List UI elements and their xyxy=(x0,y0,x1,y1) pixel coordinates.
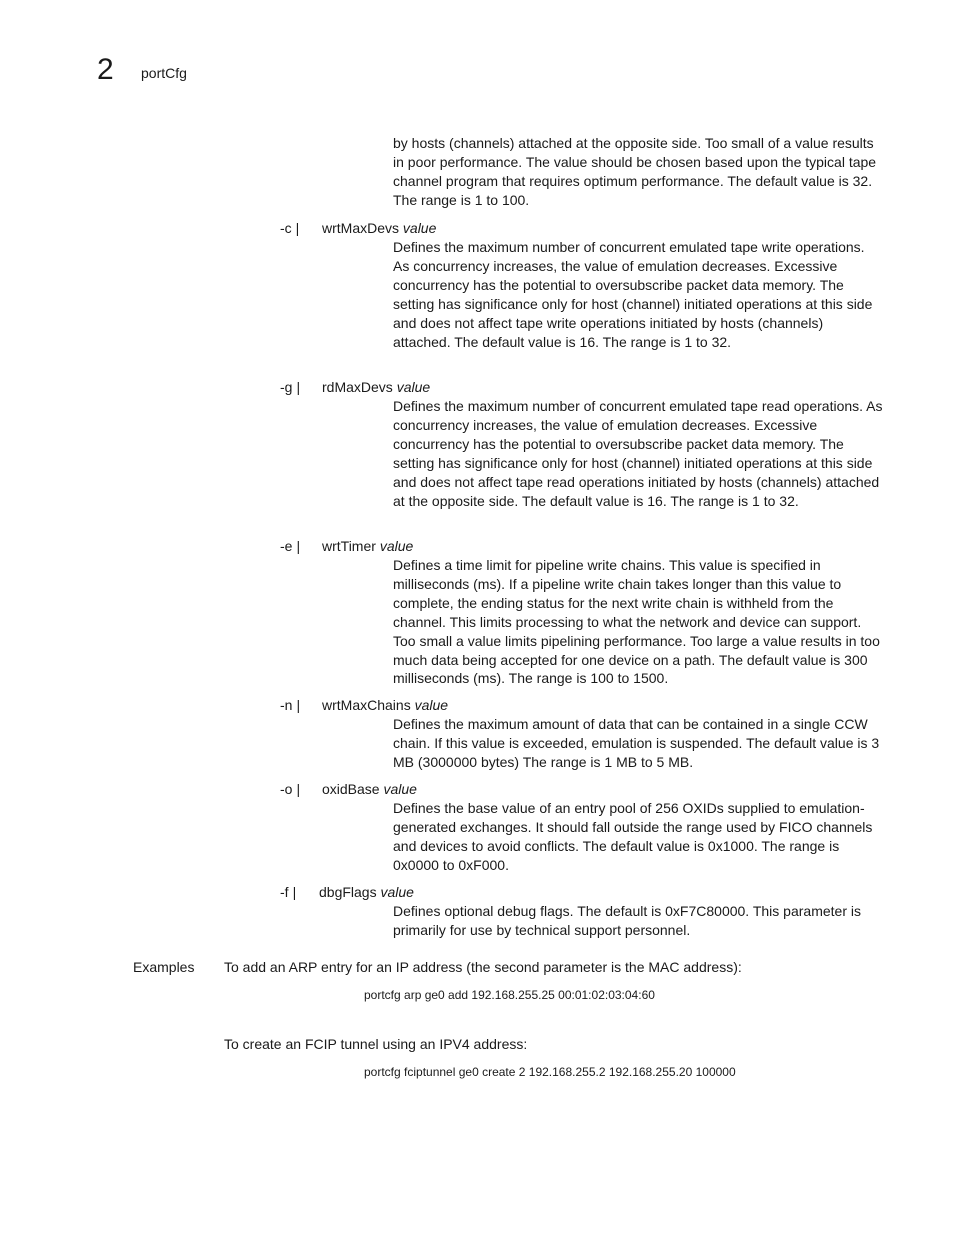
param-heading xyxy=(280,378,880,397)
param-description: Defines the maximum amount of data that can be contained in a single CCW chain. If this value is exceeded, emulation is suspended. The default value is 3 MB (3000000 bytes) The range is 1 MB to 5 MB. xyxy=(393,716,880,770)
param-flag: -g xyxy=(280,379,293,395)
param-name: wrtMaxDevs xyxy=(322,220,400,236)
param-description: Defines the base value of an entry pool of 256 OXIDs supplied to emulation-generated exchanges. It should fall outside the range used by FICO channels and devices to avoid conflicts. The default value is 0x1000. The range is 0x0000 to 0xF000. xyxy=(393,800,873,873)
param-separator: | xyxy=(295,220,300,236)
param-value: value xyxy=(414,697,449,713)
param-value: value xyxy=(396,379,431,395)
example-description: To add an ARP entry for an IP address (the second parameter is the MAC address): xyxy=(224,959,742,975)
param-separator: | xyxy=(296,379,301,395)
param-heading xyxy=(280,537,880,556)
param-flag: -n xyxy=(280,697,293,713)
param-value: value xyxy=(383,781,417,797)
param-flag: -c xyxy=(280,220,292,236)
param-heading xyxy=(280,696,880,715)
param-flag: -e xyxy=(280,538,293,554)
example-command: portcfg fciptunnel ge0 create 2 192.168.255.2 192.168.255.20 100000 xyxy=(364,1065,736,1079)
param-description: Defines the maximum number of concurrent emulated tape write operations. As concurrency increases, the value of emulation decreases. Excessive concurrency has the potential to oversubscribe packet data memory. The setting has significance only for host (channel) initiated operations at this side and does not affect tape write operations initiated by hosts (channels) attached. The default value is 16. The range is 1 to 32. xyxy=(393,239,873,350)
param-separator: | xyxy=(296,697,301,713)
param-rdMaxDevs xyxy=(280,378,883,510)
example-description: To create an FCIP tunnel using an IPV4 address: xyxy=(224,1036,528,1052)
param-name: wrtTimer xyxy=(322,538,376,554)
continuation-paragraph: by hosts (channels) attached at the opposite side. Too small of a value results in poor performance. The value should be chosen based upon the typical tape channel program that requires optimum performance. The default value is 32. The range is 1 to 100. xyxy=(393,135,877,208)
param-flag: -f xyxy=(280,884,289,900)
param-name: rdMaxDevs xyxy=(322,379,393,395)
param-value: value xyxy=(402,220,437,236)
param-description: Defines a time limit for pipeline write chains. This value is specified in milliseconds (ms). If a pipeline write chain takes longer than this value to complete, the ending status for the next write chain is withheld from the channel. This limits processing to what the network and device can support. Too small a value limits pipelining performance. Too large a value results in too much data being accepted for one device on a path. The default value is 300 milliseconds (ms). The range is 100 to 1500. xyxy=(393,557,880,687)
param-value: value xyxy=(380,884,414,900)
param-oxidBase xyxy=(280,780,880,875)
param-heading xyxy=(280,219,880,238)
param-separator: | xyxy=(296,781,301,797)
param-value: value xyxy=(379,538,414,554)
param-wrtMaxChains xyxy=(280,696,880,772)
param-wrtMaxDevs xyxy=(280,219,880,351)
param-heading xyxy=(280,780,880,799)
example-command: portcfg arp ge0 add 192.168.255.25 00:01:02:03:04:60 xyxy=(364,988,655,1002)
param-name: oxidBase xyxy=(322,781,380,797)
param-separator: | xyxy=(292,884,297,900)
param-description: Defines optional debug flags. The default is 0xF7C80000. This parameter is primarily for use by technical support personnel. xyxy=(393,903,861,938)
param-name: wrtMaxChains xyxy=(322,697,411,713)
param-wrtTimer xyxy=(280,537,880,688)
param-flag: -o xyxy=(280,781,293,797)
chapter-number: 2 xyxy=(97,53,114,86)
param-heading xyxy=(280,883,880,902)
param-description: Defines the maximum number of concurrent emulated tape read operations. As concurrency increases, the value of emulation decreases. Excessive concurrency has the potential to oversubscribe packet data memory. The setting has significance only for host (channel) initiated operations at this side and does not affect tape read operations initiated by hosts (channels) attached at the opposite side. The default value is 16. The range is 1 to 32. xyxy=(393,398,883,509)
param-separator: | xyxy=(296,538,301,554)
param-dbgFlags xyxy=(280,883,880,940)
param-name: dbgFlags xyxy=(319,884,377,900)
examples-heading: Examples xyxy=(133,959,195,975)
running-title: portCfg xyxy=(141,65,187,81)
